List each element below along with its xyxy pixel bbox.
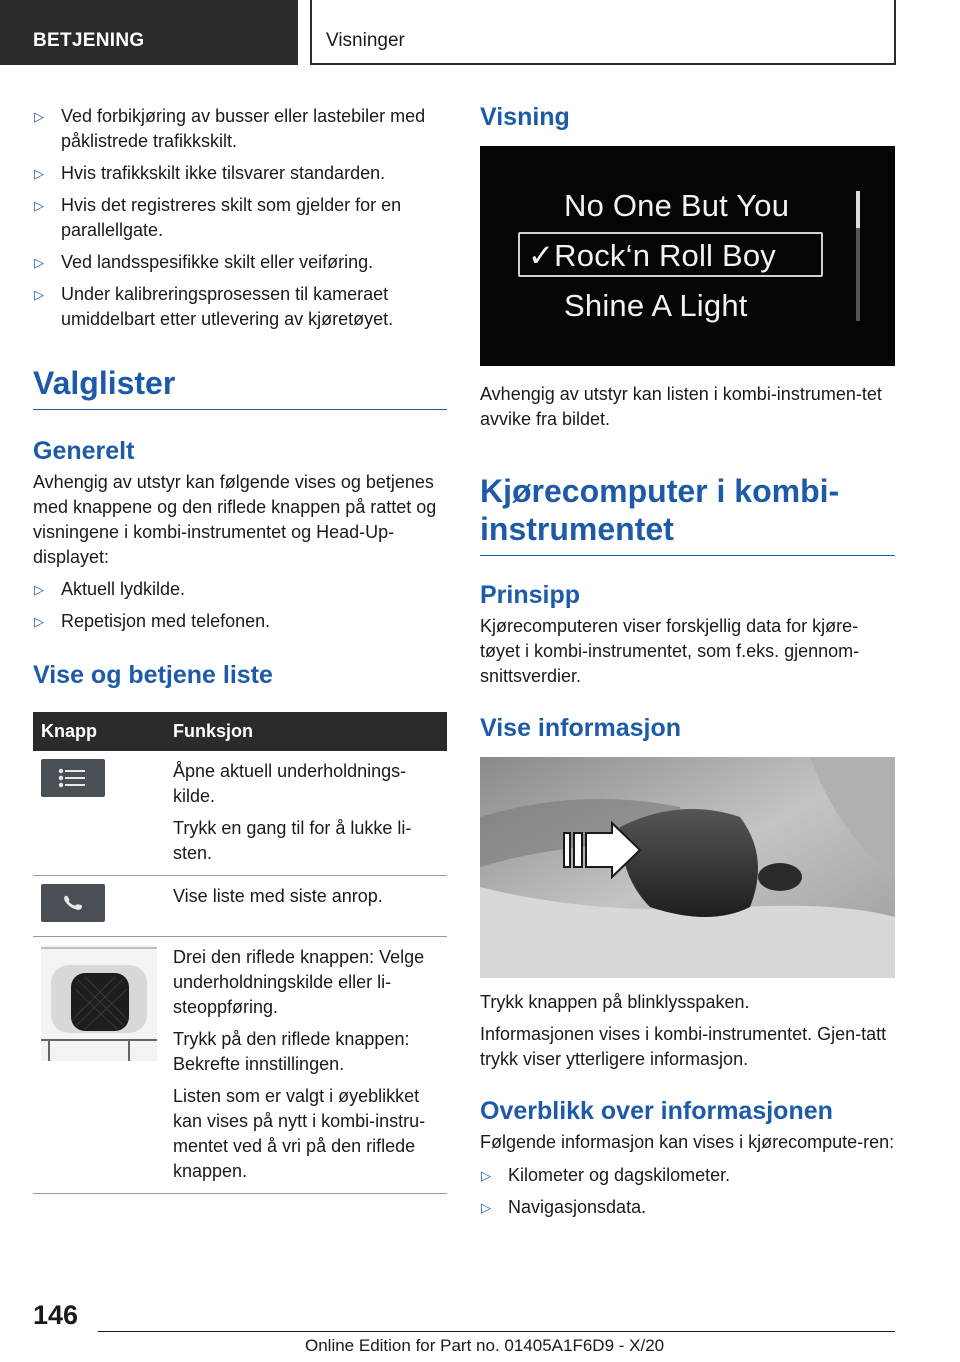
header-chapter-box: [310, 0, 896, 65]
list-item: ▷ Hvis trafikkskilt ikke tilsvarer standarden.: [33, 161, 447, 186]
list-icon: [41, 759, 105, 797]
page-number: 146: [33, 1300, 79, 1330]
table-row: [33, 876, 447, 937]
bullet-triangle-icon: ▷: [481, 1168, 491, 1183]
table-cell-text: Listen som er valgt i øyeblikket kan vises på nytt i kombi-instru-mentet ved å vri på den riflede knappen.: [173, 1086, 426, 1181]
scrollbar-thumb: [856, 191, 860, 228]
bullet-triangle-icon: ▷: [34, 166, 44, 181]
right-column: [480, 102, 895, 1227]
generelt-text: Avhengig av utstyr kan følgende vises og betjenes med knappene og den riflede knappen på rattet og visningene i kombi-instrumentet og Head-Up-displayet:: [33, 472, 437, 567]
footer-divider: [98, 1331, 895, 1332]
visning-caption: Avhengig av utstyr kan listen i kombi-instrumen-tet avvike fra bildet.: [480, 384, 882, 429]
heading-kjorecomputer: Kjørecomputer i kombi-instrumentet: [480, 472, 895, 556]
list-item: ▷ Repetisjon med telefonen.: [33, 609, 447, 634]
table-header-funksjon: Funksjon: [165, 712, 447, 751]
heading-overblikk: Overblikk over informasjonen: [480, 1097, 833, 1125]
list-item: ▷ Aktuell lydkilde.: [33, 577, 447, 602]
table-row: [33, 937, 447, 1194]
heading-prinsipp: Prinsipp: [480, 581, 581, 609]
generelt-bullet-list: [33, 577, 447, 634]
list-item: ▷ Under kalibreringsprosessen til kameraet umiddelbart etter utlevering av kjøretøyet.: [34, 284, 394, 329]
bullet-triangle-icon: ▷: [34, 109, 44, 124]
edition-note: Online Edition for Part no. 01405A1F6D9 - X/20: [305, 1336, 665, 1355]
heading-vise-liste: Vise og betjene liste: [33, 661, 273, 689]
turn-signal-lever-photo: [480, 757, 895, 978]
table-row: [33, 751, 447, 876]
info-text-1: Trykk knappen på blinklysspaken.: [480, 992, 750, 1012]
phone-icon: [41, 884, 105, 922]
bullet-triangle-icon: ▷: [481, 1200, 491, 1215]
list-item: ▷ Ved forbikjøring av busser eller lastebiler med påklistrede trafikkskilt.: [34, 106, 426, 151]
bullet-triangle-icon: ▷: [34, 287, 44, 302]
bullet-triangle-icon: ▷: [34, 198, 44, 213]
bullet-triangle-icon: ▷: [34, 614, 44, 629]
heading-valglister: Valglister: [33, 364, 447, 410]
header-section-tab: [0, 0, 298, 65]
prinsipp-text: Kjørecomputeren viser forskjellig data for kjøre-tøyet i kombi-instrumentet, som f.eks. gjennom-snittsverdier.: [480, 616, 860, 686]
heading-vise-informasjon: Vise informasjon: [480, 714, 681, 742]
heading-visning: Visning: [480, 103, 570, 131]
song-list-item: Shine A Light: [564, 288, 748, 323]
table-cell-text: Trykk en gang til for å lukke li-sten.: [173, 818, 412, 863]
intro-bullet-list: [33, 104, 447, 332]
song-list-item: No One But You: [564, 188, 790, 223]
bullet-triangle-icon: ▷: [34, 255, 44, 270]
header-chapter-title: Visninger: [326, 30, 405, 51]
table-header-knapp: Knapp: [33, 712, 165, 751]
header-section-title: BETJENING: [33, 30, 145, 51]
song-list-item-selected: ✓Rock‘n Roll Boy: [528, 238, 776, 273]
overblikk-text: Følgende informasjon kan vises i kjørecompute-ren:: [480, 1132, 895, 1152]
song-list-display: [480, 146, 895, 366]
table-cell-text: Drei den riflede knappen: Velge underholdningskilde eller li-steoppføring.: [173, 947, 425, 1017]
overblikk-bullet-list: [480, 1163, 895, 1220]
table-cell-text: Åpne aktuell underholdnings-kilde.: [173, 761, 407, 806]
table-cell-text: Trykk på den riflede knappen: Bekrefte innstillingen.: [173, 1029, 410, 1074]
list-item: ▷ Ved landsspesifikke skilt eller veiføring.: [33, 250, 447, 275]
list-item: ▷ Hvis det registreres skilt som gjelder for en parallellgate.: [34, 195, 402, 240]
list-item: ▷ Navigasjonsdata.: [480, 1195, 895, 1220]
list-item: ▷ Kilometer og dagskilometer.: [480, 1163, 895, 1188]
knurled-wheel-icon: [41, 945, 157, 1061]
left-column: [33, 104, 447, 1194]
heading-generelt: Generelt: [33, 437, 135, 465]
function-table: [33, 712, 447, 1194]
info-text-2: Informasjonen vises i kombi-instrumentet. Gjen-tatt trykk viser ytterligere informasjon.: [480, 1024, 887, 1069]
table-cell-text: Vise liste med siste anrop.: [173, 886, 383, 906]
bullet-triangle-icon: ▷: [34, 582, 44, 597]
